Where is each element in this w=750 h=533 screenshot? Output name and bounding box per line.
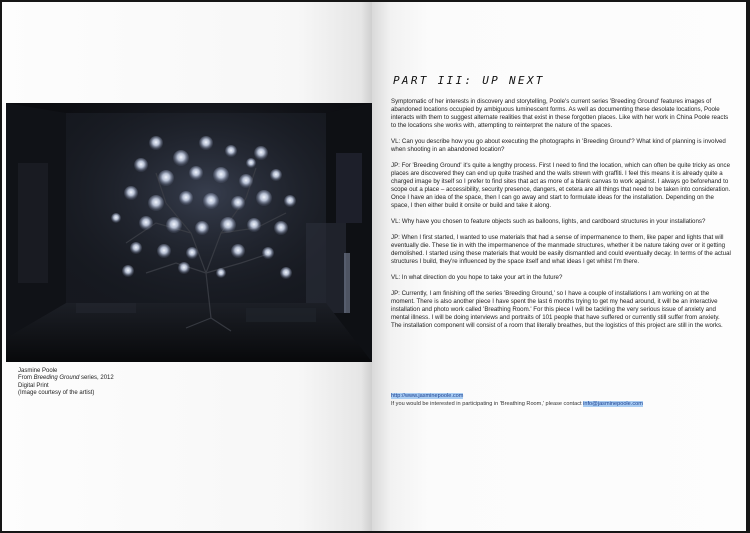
paragraph-answer-1: JP: For 'Breeding Ground' it's quite a lengthy process. First I need to find the location, which can often be quite tricky as once places are discovered they can end up quite trashed and the walls strewn with graffiti. I feel this means it is already quite a charged image by itself so I prefer to find sites that act as more of a blank canvas to work against. I always go beforehand to scope out a place – accessibility, security presence, dangers, et cetera are all things that need to be taken into consideration. Once I have an idea of the space, then I can go away and start to formulate ideas for the installation. Depending on the space, I then either build it onsite or build and take it along. bbox=[391, 162, 731, 209]
paragraph-intro: Symptomatic of her interests in discovery and storytelling, Poole's current series 'Breeding Ground' features images of abandoned locations occupied by ambiguous luminescent forms. As well as documenting these desolate locations, Poole interacts with them to suggest alternate realities that exist in these forgotten places. Like with her work in China Poole reacts to the locations she works with, attempting to reinterpret the nature of the spaces. bbox=[391, 98, 729, 129]
caption-from-suffix: series, 2012 bbox=[79, 375, 114, 382]
caption-credit: (Image courtesy of the artist) bbox=[18, 389, 95, 396]
article-body bbox=[391, 98, 731, 338]
breeding-ground-photo bbox=[6, 103, 372, 362]
caption-from-prefix: From bbox=[18, 375, 34, 382]
paragraph-answer-2: JP: When I first started, I wanted to use materials that had a sense of impermanence to them, like paper and lights that will eventually die. These tie in with the impermanence of the manmade structures, whether it be nature taking over or it getting demolished. I started using these materials that would be easily dismantled and could eventually decay. In terms of the actual structures I build, they're influenced by the space itself and what ideas I get whilst I'm there. bbox=[391, 234, 731, 265]
caption-series bbox=[18, 375, 114, 382]
photo-caption bbox=[18, 368, 114, 397]
photo-illustration bbox=[6, 103, 372, 362]
paragraph-question-2: VL: Why have you chosen to feature objects such as balloons, lights, and cardboard structures in your installations? bbox=[391, 218, 706, 225]
paragraph-answer-3: JP: Currently, I am finishing off the series 'Breeding Ground,' so I have a couple of installations I am working on at the moment. There is also another piece I have spent the last 6 months trying to get my head around, it will be an interactive installation and photo work called 'Breathing Room.' For this piece I will be tackling the very serious issue of anxiety and mental illness. I will be doing interviews and portraits of 101 people that have suffered or currently still suffer from anxiety. The installation component will consist of a room that literally breathes, but the logistics of this project are still in the works. bbox=[391, 290, 723, 329]
caption-medium: Digital Print bbox=[18, 382, 49, 389]
section-heading: PART III: UP NEXT bbox=[393, 74, 545, 87]
caption-artist: Jasmine Poole bbox=[18, 368, 58, 374]
contact-text: If you would be interested in participating in 'Breathing Room,' please contact bbox=[391, 401, 584, 407]
website-link[interactable]: http://www.jasminepoole.com bbox=[391, 393, 464, 399]
email-link[interactable]: info@jasminepoole.com bbox=[583, 401, 643, 407]
paragraph-question-1: VL: Can you describe how you go about executing the photographs in 'Breeding Ground'? What kind of planning is involved when shooting in an abandoned location? bbox=[391, 138, 726, 153]
caption-series-title: Breeding Ground bbox=[33, 375, 80, 382]
contact-links bbox=[391, 392, 643, 408]
paragraph-question-3: VL: In what direction do you hope to take your art in the future? bbox=[391, 274, 563, 281]
